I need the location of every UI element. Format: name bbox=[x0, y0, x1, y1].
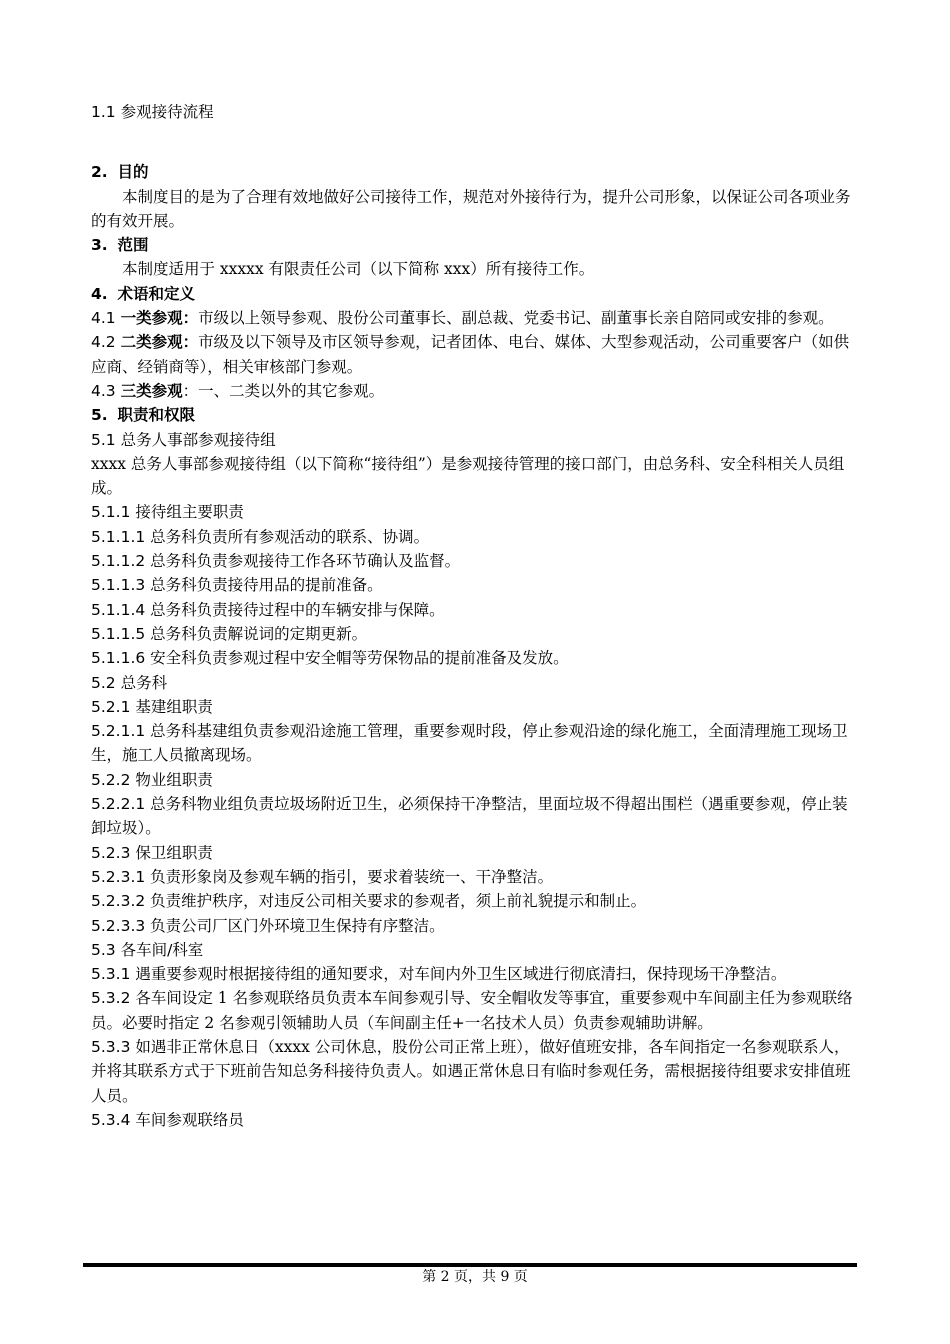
item-5-1-1-5: 5.1.1.5 总务科负责解说词的定期更新。 bbox=[91, 624, 368, 643]
subheading-5-1-1: 5.1.1 接待组主要职责 bbox=[91, 503, 244, 522]
purpose-paragraph: 本制度目的是为了合理有效地做好公司接待工作，规范对外接待行为，提升公司形象，以保证公司各项业务的有效开展。 bbox=[91, 187, 851, 230]
section-heading-scope: 3. 范围 bbox=[91, 236, 149, 255]
subheading-5-2-3: 5.2.3 保卫组职责 bbox=[91, 843, 213, 862]
section-heading-purpose: 2. 目的 bbox=[91, 163, 149, 182]
item-5-1-1-4: 5.1.1.4 总务科负责接待过程中的车辆安排与保障。 bbox=[91, 600, 445, 619]
subheading-5-2-2: 5.2.2 物业组职责 bbox=[91, 770, 213, 789]
item-5-1-1-3: 5.1.1.3 总务科负责接待用品的提前准备。 bbox=[91, 576, 383, 595]
scope-paragraph: 本制度适用于 xxxxx 有限责任公司（以下简称 xxx）所有接待工作。 bbox=[122, 260, 595, 279]
subheading-5-3-4: 5.3.4 车间参观联络员 bbox=[91, 1110, 244, 1129]
item-5-3-1: 5.3.1 遇重要参观时根据接待组的通知要求，对车间内外卫生区域进行彻底清扫，保持现场干净整洁。 bbox=[91, 965, 787, 984]
item-5-2-2-1: 5.2.2.1 总务科物业组负责垃圾场附近卫生，必须保持干净整洁，里面垃圾不得超出围栏（遇重要参观，停止装卸垃圾）。 bbox=[91, 795, 848, 838]
item-5-2-3-3: 5.2.3.3 负责公司厂区门外环境卫生保持有序整洁。 bbox=[91, 916, 445, 935]
item-5-3-3: 5.3.3 如遇非正常休息日（xxxx 公司休息，股份公司正常上班），做好值班安排，各车间指定一名参观联系人，并将其联系方式于下班前告知总务科接待负责人。如遇正常休息日有临时参观任务，需根据接待组要求安排值班人员。 bbox=[91, 1037, 851, 1105]
document-body bbox=[91, 100, 861, 1132]
definition-4-2: 4.2 二类参观：市级及以下领导及市区领导参观，记者团体、电台、媒体、大型参观活动，公司重要客户（如供应商、经销商等），相关审核部门参观。 bbox=[91, 333, 850, 376]
definition-4-3: 4.3 三类参观：一、二类以外的其它参观。 bbox=[91, 381, 385, 400]
item-5-2-1-1: 5.2.1.1 总务科基建组负责参观沿途施工管理，重要参观时段，停止参观沿途的绿化施工，全面清理施工现场卫生，施工人员撤离现场。 bbox=[91, 722, 848, 765]
subheading-5-3: 5.3 各车间/科室 bbox=[91, 940, 204, 959]
item-5-1-1-6: 5.1.1.6 安全科负责参观过程中安全帽等劳保物品的提前准备及发放。 bbox=[91, 649, 569, 668]
paragraph-5-1: xxxx 总务人事部参观接待组（以下简称“接待组”）是参观接待管理的接口部门，由总务科、安全科相关人员组成。 bbox=[91, 454, 845, 498]
item-5-1-1-1: 5.1.1.1 总务科负责所有参观活动的联系、协调。 bbox=[91, 527, 430, 546]
definition-4-1: 4.1 一类参观：市级以上领导参观、股份公司董事长、副总裁、党委书记、副董事长亲自陪同或安排的参观。 bbox=[91, 309, 834, 328]
page-number: 第 2 页，共 9 页 bbox=[422, 1269, 528, 1285]
subheading-5-2-1: 5.2.1 基建组职责 bbox=[91, 697, 213, 716]
item-5-3-2: 5.3.2 各车间设定 1 名参观联络员负责本车间参观引导、安全帽收发等事宜，重要参观中车间副主任为参观联络员。必要时指定 2 名参观引领辅助人员（车间副主任+一名技术人员）负责参观辅助讲解。 bbox=[91, 989, 853, 1032]
subheading-5-1: 5.1 总务人事部参观接待组 bbox=[91, 430, 276, 449]
section-heading-terms: 4. 术语和定义 bbox=[91, 284, 196, 303]
spacer bbox=[91, 124, 861, 160]
flow-heading: 1.1 参观接待流程 bbox=[91, 103, 214, 121]
item-5-1-1-2: 5.1.1.2 总务科负责参观接待工作各环节确认及监督。 bbox=[91, 552, 461, 571]
item-5-2-3-1: 5.2.3.1 负责形象岗及参观车辆的指引，要求着装统一、干净整洁。 bbox=[91, 867, 554, 886]
section-heading-responsibilities: 5. 职责和权限 bbox=[91, 406, 196, 425]
subheading-5-2: 5.2 总务科 bbox=[91, 673, 168, 692]
item-5-2-3-2: 5.2.3.2 负责维护秩序，对违反公司相关要求的参观者，须上前礼貌提示和制止。 bbox=[91, 892, 647, 911]
